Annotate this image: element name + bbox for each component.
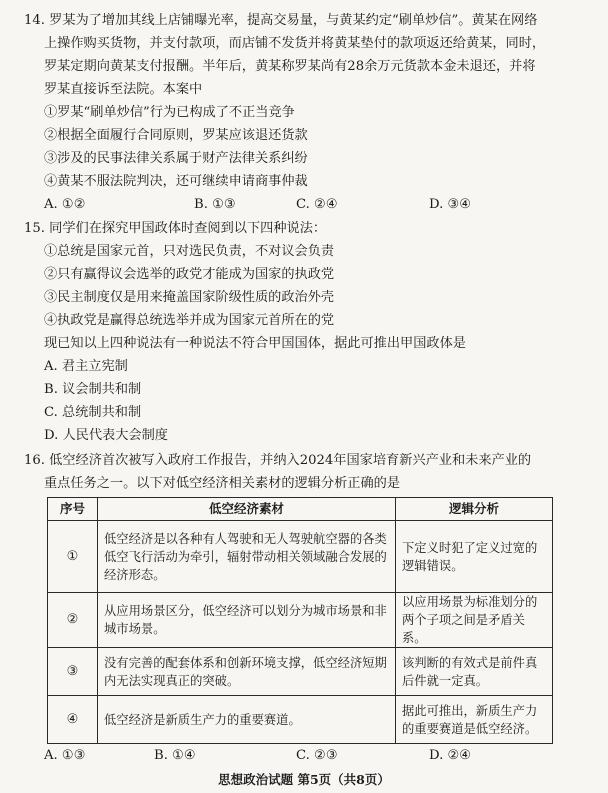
q15-statement-1: ①总统是国家元首，只对选民负责，不对议会负责 xyxy=(44,244,335,259)
q16-line-1: 16. 低空经济首次被写入政府工作报告，并纳入2024年国家培育新兴产业和未来产业的 xyxy=(24,453,532,468)
q14-line-1: 14. 罗某为了增加其线上店铺曝光率，提高交易量，与黄某约定“刷单炒信”。黄某在网络 xyxy=(24,13,538,28)
q14-statement-4: ④黄某不服法院判决，还可继续申请商事仲裁 xyxy=(44,174,308,189)
table-row xyxy=(48,593,553,648)
q15-line-1: 15. 同学们在探究甲国政体时查阅到以下四种说法： xyxy=(24,221,327,236)
row-number: ② xyxy=(48,593,98,648)
row-material: 低空经济是以各种有人驾驶和无人驾驶航空器的各类低空飞行活动为牵引，辐射带动相关领域融合发展的经济形态。 xyxy=(98,521,396,593)
q16-option-c[interactable]: C. ②③ xyxy=(296,748,338,763)
page-footer: 思想政治试题 第5页（共8页） xyxy=(218,772,390,787)
q16-option-b[interactable]: B. ①④ xyxy=(154,748,196,763)
q15-option-b[interactable]: B. 议会制共和制 xyxy=(44,382,142,397)
q16-table xyxy=(47,497,553,744)
header-material: 低空经济素材 xyxy=(98,498,396,521)
q15-line-stem: 现已知以上四种说法有一种说法不符合甲国国体，据此可推出甲国政体是 xyxy=(44,336,466,351)
q14-statement-1: ①罗某“刷单炒信”行为已构成了不正当竞争 xyxy=(44,105,295,120)
header-number: 序号 xyxy=(48,498,98,521)
q14-option-c[interactable]: C. ②④ xyxy=(296,197,338,212)
q15-option-c[interactable]: C. 总统制共和制 xyxy=(44,405,142,420)
q16-option-d[interactable]: D. ②④ xyxy=(429,748,472,763)
q15-statement-2: ②只有赢得议会选举的政党才能成为国家的执政党 xyxy=(44,267,335,282)
row-analysis: 据此可推出，新质生产力的重要赛道是低空经济。 xyxy=(396,696,553,744)
table-row xyxy=(48,696,553,744)
row-number: ① xyxy=(48,521,98,593)
q14-line-2: 上操作购买货物，并支付款项，而店铺不发货并将黄某垫付的款项返还给黄某，同时， xyxy=(44,36,546,51)
q16-options xyxy=(44,746,564,765)
q14-option-a[interactable]: A. ①② xyxy=(44,197,86,212)
q16-line-2: 重点任务之一。以下对低空经济相关素材的逻辑分析正确的是 xyxy=(44,476,401,491)
q14-statement-3: ③涉及的民事法律关系属于财产法律关系纠纷 xyxy=(44,151,308,166)
table-header-row xyxy=(48,498,553,521)
row-material: 从应用场景区分，低空经济可以划分为城市场景和非城市场景。 xyxy=(98,593,396,648)
q16-option-a[interactable]: A. ①③ xyxy=(44,748,86,763)
q14-option-d[interactable]: D. ③④ xyxy=(429,197,472,212)
q14-option-b[interactable]: B. ①③ xyxy=(194,197,236,212)
q14-line-3: 罗某定期向黄某支付报酬。半年后，黄某称罗某尚有28余万元货款本金未退还，并将 xyxy=(44,59,536,74)
row-number: ③ xyxy=(48,648,98,696)
row-material: 没有完善的配套体系和创新环境支撑，低空经济短期内无法实现真正的突破。 xyxy=(98,648,396,696)
row-analysis: 该判断的有效式是前件真后件就一定真。 xyxy=(396,648,553,696)
row-material: 低空经济是新质生产力的重要赛道。 xyxy=(98,696,396,744)
row-analysis: 以应用场景为标准划分的两个子项之间是矛盾关系。 xyxy=(396,593,553,648)
q15-option-d[interactable]: D. 人民代表大会制度 xyxy=(44,428,168,443)
header-analysis: 逻辑分析 xyxy=(396,498,553,521)
table-row xyxy=(48,648,553,696)
q15-statement-4: ④执政党是赢得总统选举并成为国家元首所在的党 xyxy=(44,313,335,328)
row-number: ④ xyxy=(48,696,98,744)
q14-options xyxy=(44,195,564,214)
row-analysis: 下定义时犯了定义过宽的逻辑错误。 xyxy=(396,521,553,593)
q14-line-4: 罗某直接诉至法院。本案中 xyxy=(44,82,203,97)
q15-option-a[interactable]: A. 君主立宪制 xyxy=(44,359,128,374)
table-row xyxy=(48,521,553,593)
q15-statement-3: ③民主制度仅是用来掩盖国家阶级性质的政治外壳 xyxy=(44,290,335,305)
q14-statement-2: ②根据全面履行合同原则，罗某应该退还货款 xyxy=(44,128,308,143)
